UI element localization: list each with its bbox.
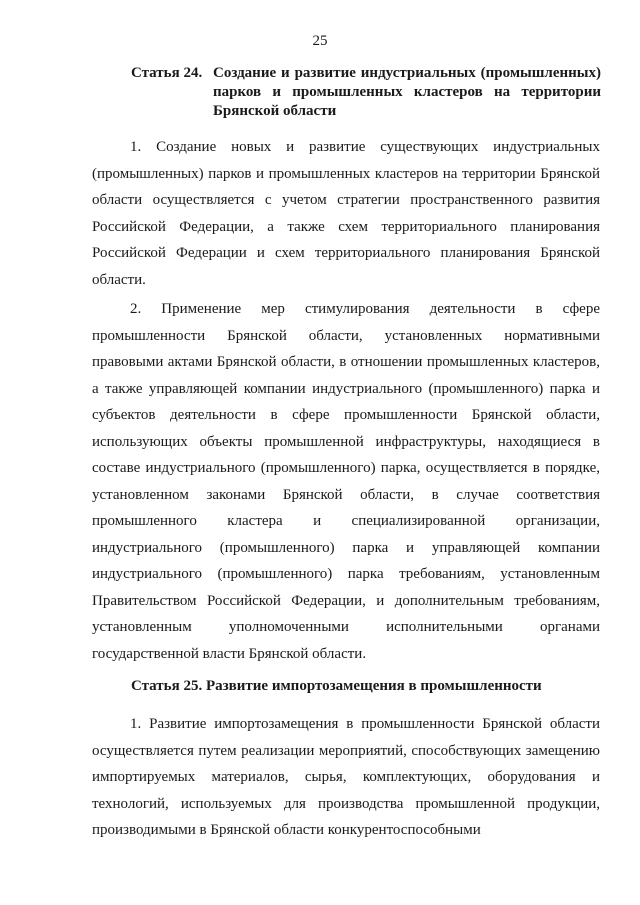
- article-25-heading: Статья 25. Развитие импортозамещения в промышленности: [131, 678, 542, 694]
- article-24-title: Создание и развитие индустриальных (промышленных) парков и промышленных кластеров на территории Брянской области: [213, 65, 601, 119]
- article-24-heading: [131, 64, 601, 121]
- article-24-paragraph-1: 1. Создание новых и развитие существующих индустриальных (промышленных) парков и промышленных кластеров на территории Брянской области осуществляется с учетом стратегии пространственного развития Российской Федерации, а также схем территориального планирования Российской Федерации и схем территориального планирования Брянской области.: [92, 139, 600, 288]
- article-25-paragraph-1: 1. Развитие импортозамещения в промышленности Брянской области осуществляется путем реализации мероприятий, способствующих замещению импортируемых материалов, сырья, комплектующих, оборудования и технологий, используемых для производства промышленной продукции, производимыми в Брянской области конкурентоспособными: [92, 716, 600, 838]
- article-24-label: Статья 24.: [131, 65, 203, 81]
- page-number: 25: [312, 33, 328, 49]
- article-24-paragraph-2: 2. Применение мер стимулирования деятельности в сфере промышленности Брянской области, установленных нормативными правовыми актами Брянской области, в отношении промышленных кластеров, а также управляющей компании индустриального (промышленного) парка и субъектов деятельности в сфере промышленности Брянской области, использующих объекты промышленной инфраструктуры, находящиеся в составе индустриального (промышленного) парка, осуществляется в порядке, установленном законами Брянской области, в случае соответствия промышленного кластера и специализированной организации, индустриального (промышленного) парка и управляющей компании индустриального (промышленного) парка требованиям, установленным Правительством Российской Федерации, и дополнительным требованиям, установленным уполномоченными исполнительными органами государственной власти Брянской области.: [92, 301, 600, 662]
